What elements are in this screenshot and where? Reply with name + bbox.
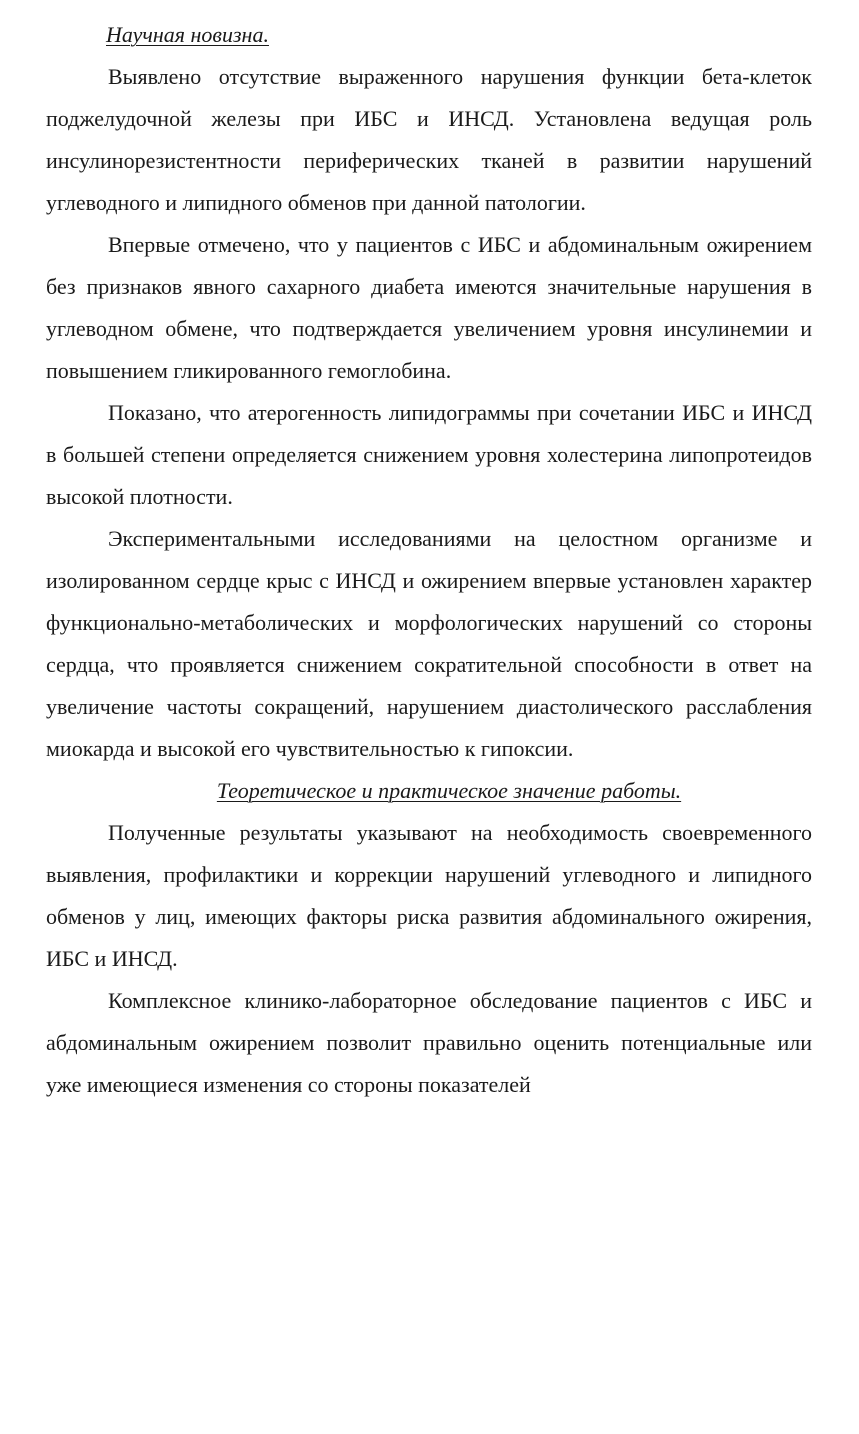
paragraph-abdominal-obesity: Впервые отмечено, что у пациентов с ИБС и абдоминальным ожирением без признаков явного сахарного диабета имеются значительные нарушения в углеводном обмене, что подтверждается увеличением уровня инсулинемии и повышением гликированного гемоглобина.: [46, 232, 812, 383]
paragraph-examination: Комплексное клинико-лабораторное обследование пациентов с ИБС и абдоминальным ожирением позволит правильно оценить потенциальные или уже имеющиеся изменения со стороны показателей: [46, 988, 812, 1097]
section-heading-significance: Теоретическое и практическое значение работы.: [216, 778, 682, 803]
document-page: [46, 14, 812, 1106]
paragraph-beta-cells: Выявлено отсутствие выраженного нарушения функции бета-клеток поджелудочной железы при ИБС и ИНСД. Установлена ведущая роль инсулинорезистентности периферических тканей в развитии нарушений углеводного и липидного обменов при данной патологии.: [46, 64, 812, 215]
paragraph-lipidogram: Показано, что атерогенность липидограммы при сочетании ИБС и ИНСД в большей степени определяется снижением уровня холестерина липопротеидов высокой плотности.: [46, 400, 812, 509]
paragraph-results: Полученные результаты указывают на необходимость своевременного выявления, профилактики и коррекции нарушений углеводного и липидного обменов у лиц, имеющих факторы риска развития абдоминального ожирения, ИБС и ИНСД.: [46, 820, 812, 971]
paragraph-experimental: Экспериментальными исследованиями на целостном организме и изолированном сердце крыс с ИНСД и ожирением впервые установлен характер функционально-метаболических и морфологических нарушений со стороны сердца, что проявляется снижением сократительной способности в ответ на увеличение частоты сокращений, нарушением диастолического расслабления миокарда и высокой его чувствительностью к гипоксии.: [46, 526, 812, 761]
section-heading-novelty: Научная новизна.: [106, 22, 269, 47]
